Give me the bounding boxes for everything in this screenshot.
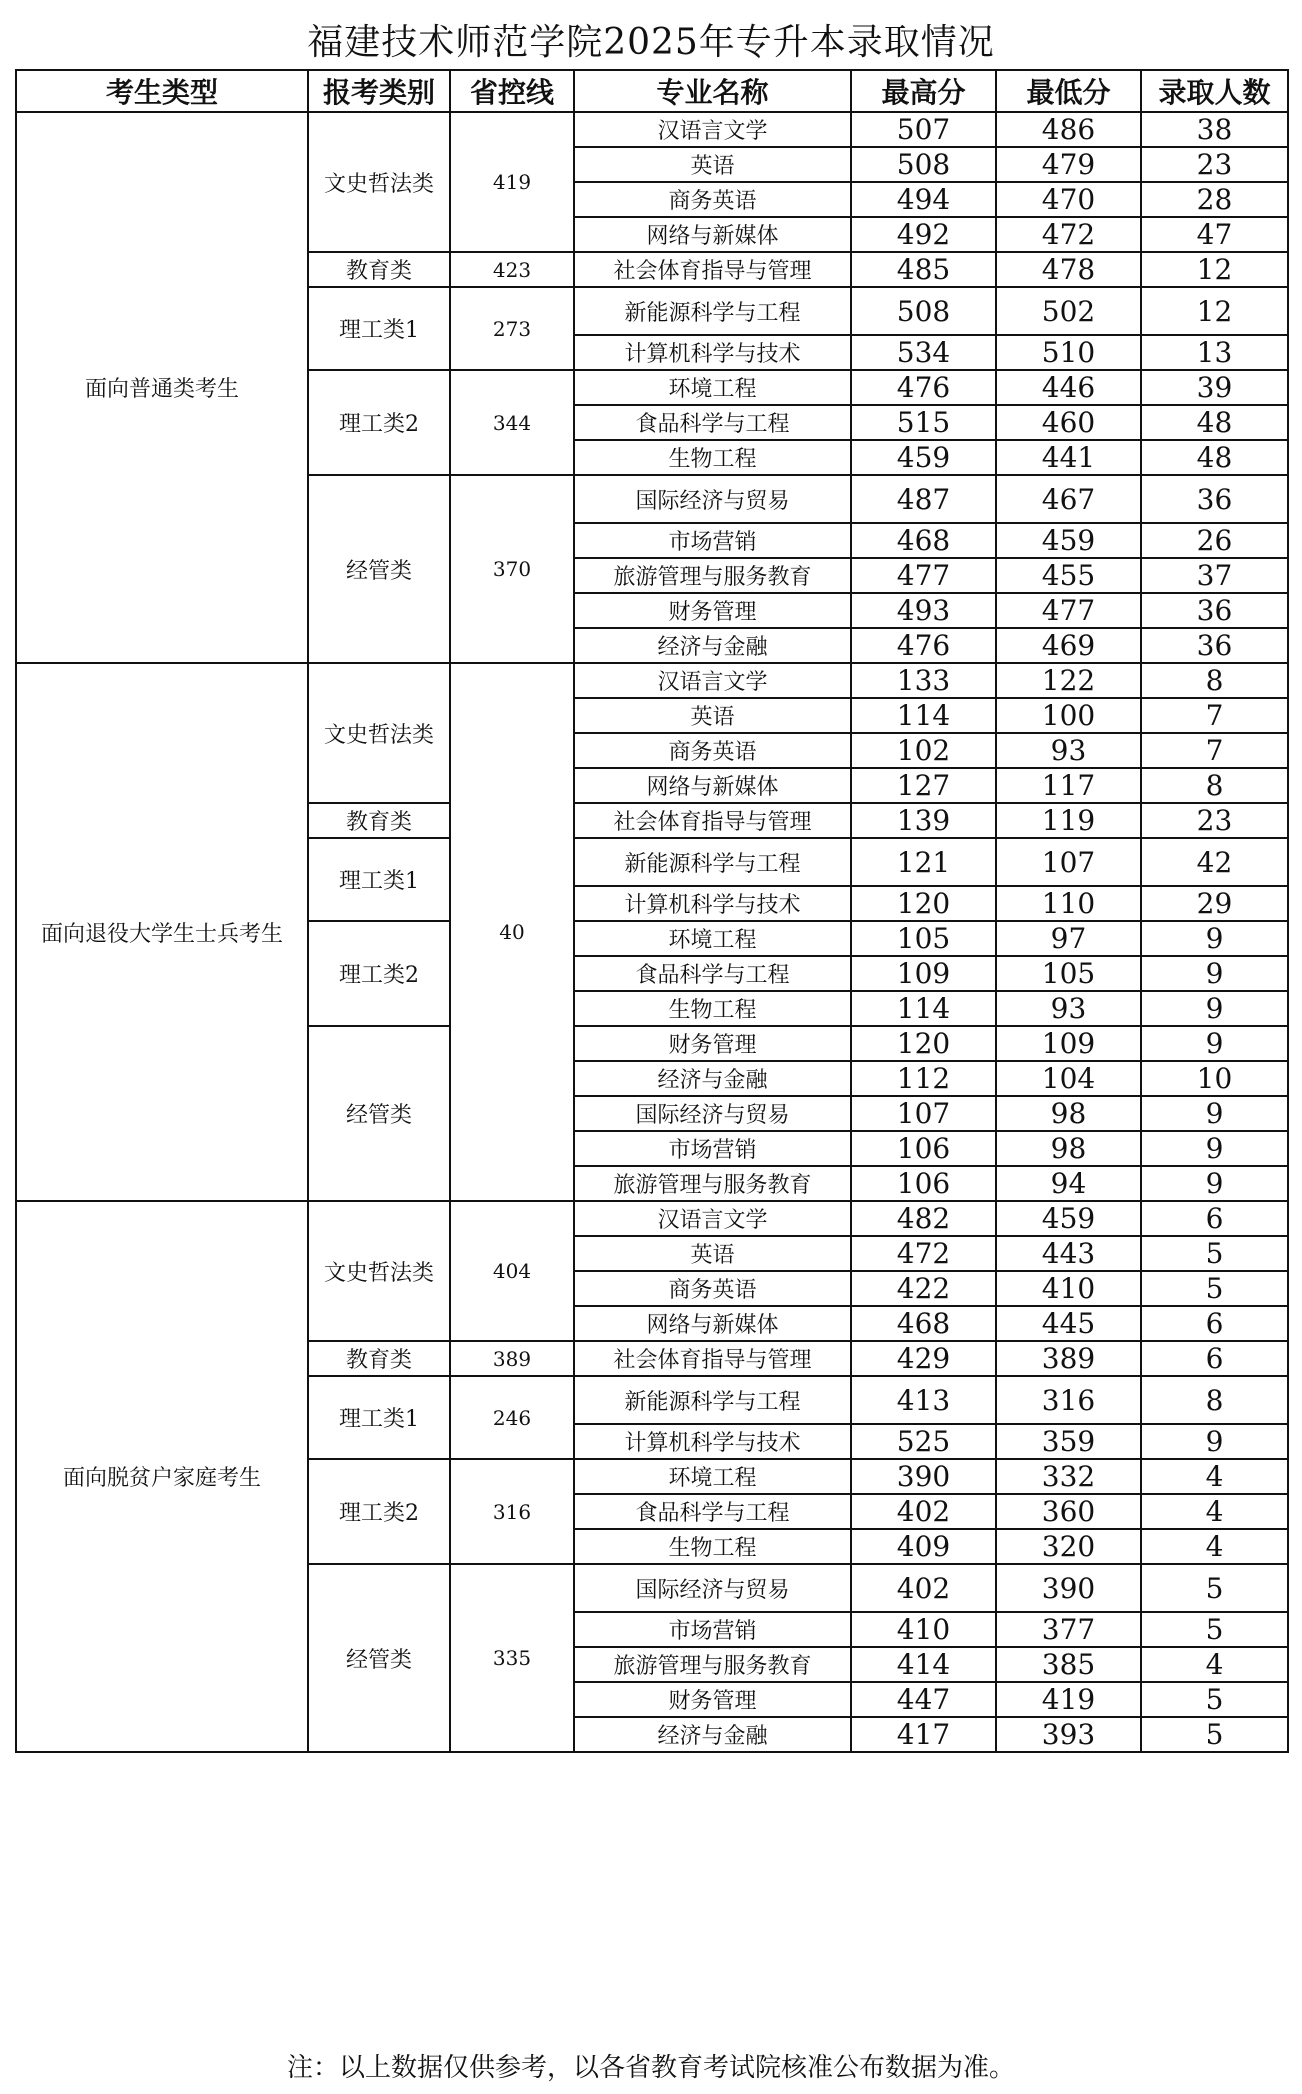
- admitted-count-cell: 5: [1141, 1271, 1288, 1306]
- min-score-cell: 472: [996, 217, 1141, 252]
- max-score-cell: 472: [851, 1236, 996, 1271]
- min-score-cell: 360: [996, 1494, 1141, 1529]
- min-score-cell: 107: [996, 838, 1141, 886]
- admitted-count-cell: 13: [1141, 335, 1288, 370]
- admitted-count-cell: 5: [1141, 1236, 1288, 1271]
- min-score-cell: 410: [996, 1271, 1141, 1306]
- min-score-cell: 459: [996, 523, 1141, 558]
- major-name-cell: 环境工程: [574, 921, 851, 956]
- max-score-cell: 493: [851, 593, 996, 628]
- max-score-cell: 447: [851, 1682, 996, 1717]
- max-score-cell: 476: [851, 370, 996, 405]
- min-score-cell: 389: [996, 1341, 1141, 1376]
- max-score-cell: 109: [851, 956, 996, 991]
- min-score-cell: 117: [996, 768, 1141, 803]
- max-score-cell: 482: [851, 1201, 996, 1236]
- admitted-count-cell: 7: [1141, 733, 1288, 768]
- max-score-cell: 121: [851, 838, 996, 886]
- admitted-count-cell: 8: [1141, 768, 1288, 803]
- table-row: [16, 1201, 1288, 1236]
- min-score-cell: 110: [996, 886, 1141, 921]
- min-score-cell: 94: [996, 1166, 1141, 1201]
- admitted-count-cell: 9: [1141, 1096, 1288, 1131]
- admitted-count-cell: 8: [1141, 1376, 1288, 1424]
- admitted-count-cell: 48: [1141, 440, 1288, 475]
- max-score-cell: 534: [851, 335, 996, 370]
- control-line-cell: 404: [450, 1201, 574, 1341]
- min-score-cell: 93: [996, 991, 1141, 1026]
- admitted-count-cell: 47: [1141, 217, 1288, 252]
- max-score-cell: 402: [851, 1564, 996, 1612]
- major-name-cell: 环境工程: [574, 370, 851, 405]
- major-name-cell: 食品科学与工程: [574, 1494, 851, 1529]
- admitted-count-cell: 36: [1141, 628, 1288, 663]
- table-body: [16, 112, 1288, 1752]
- header-cell: 录取人数: [1141, 70, 1288, 112]
- major-name-cell: 新能源科学与工程: [574, 838, 851, 886]
- max-score-cell: 414: [851, 1647, 996, 1682]
- control-line-cell: 316: [450, 1459, 574, 1564]
- major-name-cell: 网络与新媒体: [574, 768, 851, 803]
- major-name-cell: 财务管理: [574, 1026, 851, 1061]
- category-cell: 教育类: [308, 252, 450, 287]
- min-score-cell: 469: [996, 628, 1141, 663]
- header-row: [16, 70, 1288, 112]
- category-cell: 理工类1: [308, 287, 450, 370]
- admitted-count-cell: 12: [1141, 252, 1288, 287]
- max-score-cell: 485: [851, 252, 996, 287]
- max-score-cell: 107: [851, 1096, 996, 1131]
- major-name-cell: 环境工程: [574, 1459, 851, 1494]
- min-score-cell: 477: [996, 593, 1141, 628]
- table-row: [16, 663, 1288, 698]
- max-score-cell: 477: [851, 558, 996, 593]
- max-score-cell: 390: [851, 1459, 996, 1494]
- max-score-cell: 492: [851, 217, 996, 252]
- admitted-count-cell: 9: [1141, 1026, 1288, 1061]
- min-score-cell: 478: [996, 252, 1141, 287]
- major-name-cell: 新能源科学与工程: [574, 1376, 851, 1424]
- major-name-cell: 新能源科学与工程: [574, 287, 851, 335]
- min-score-cell: 104: [996, 1061, 1141, 1096]
- major-name-cell: 商务英语: [574, 1271, 851, 1306]
- max-score-cell: 508: [851, 147, 996, 182]
- major-name-cell: 计算机科学与技术: [574, 335, 851, 370]
- max-score-cell: 417: [851, 1717, 996, 1752]
- min-score-cell: 100: [996, 698, 1141, 733]
- admitted-count-cell: 9: [1141, 921, 1288, 956]
- admission-table: [15, 69, 1289, 1753]
- admitted-count-cell: 5: [1141, 1717, 1288, 1752]
- category-cell: 理工类2: [308, 1459, 450, 1564]
- admitted-count-cell: 4: [1141, 1647, 1288, 1682]
- header-cell: 专业名称: [574, 70, 851, 112]
- min-score-cell: 97: [996, 921, 1141, 956]
- admitted-count-cell: 37: [1141, 558, 1288, 593]
- candidate-type-cell: 面向普通类考生: [16, 112, 308, 663]
- major-name-cell: 国际经济与贸易: [574, 475, 851, 523]
- max-score-cell: 133: [851, 663, 996, 698]
- min-score-cell: 109: [996, 1026, 1141, 1061]
- control-line-cell: 344: [450, 370, 574, 475]
- major-name-cell: 市场营销: [574, 523, 851, 558]
- major-name-cell: 国际经济与贸易: [574, 1096, 851, 1131]
- category-cell: 文史哲法类: [308, 663, 450, 803]
- category-cell: 经管类: [308, 1026, 450, 1201]
- major-name-cell: 财务管理: [574, 1682, 851, 1717]
- category-cell: 教育类: [308, 1341, 450, 1376]
- min-score-cell: 470: [996, 182, 1141, 217]
- min-score-cell: 455: [996, 558, 1141, 593]
- max-score-cell: 413: [851, 1376, 996, 1424]
- min-score-cell: 359: [996, 1424, 1141, 1459]
- min-score-cell: 502: [996, 287, 1141, 335]
- category-cell: 理工类1: [308, 1376, 450, 1459]
- admitted-count-cell: 5: [1141, 1564, 1288, 1612]
- major-name-cell: 英语: [574, 698, 851, 733]
- major-name-cell: 英语: [574, 147, 851, 182]
- min-score-cell: 446: [996, 370, 1141, 405]
- max-score-cell: 139: [851, 803, 996, 838]
- max-score-cell: 127: [851, 768, 996, 803]
- min-score-cell: 122: [996, 663, 1141, 698]
- admitted-count-cell: 9: [1141, 1131, 1288, 1166]
- max-score-cell: 114: [851, 698, 996, 733]
- major-name-cell: 汉语言文学: [574, 1201, 851, 1236]
- admitted-count-cell: 28: [1141, 182, 1288, 217]
- control-line-cell: 389: [450, 1341, 574, 1376]
- admitted-count-cell: 36: [1141, 475, 1288, 523]
- category-cell: 经管类: [308, 475, 450, 663]
- major-name-cell: 商务英语: [574, 182, 851, 217]
- major-name-cell: 旅游管理与服务教育: [574, 1647, 851, 1682]
- min-score-cell: 320: [996, 1529, 1141, 1564]
- admitted-count-cell: 4: [1141, 1459, 1288, 1494]
- min-score-cell: 467: [996, 475, 1141, 523]
- min-score-cell: 385: [996, 1647, 1141, 1682]
- min-score-cell: 443: [996, 1236, 1141, 1271]
- table-row: [16, 112, 1288, 147]
- admitted-count-cell: 9: [1141, 1424, 1288, 1459]
- category-cell: 理工类2: [308, 921, 450, 1026]
- control-line-cell: 419: [450, 112, 574, 252]
- major-name-cell: 财务管理: [574, 593, 851, 628]
- control-line-cell: 335: [450, 1564, 574, 1752]
- admitted-count-cell: 12: [1141, 287, 1288, 335]
- min-score-cell: 393: [996, 1717, 1141, 1752]
- admitted-count-cell: 9: [1141, 956, 1288, 991]
- category-cell: 理工类2: [308, 370, 450, 475]
- admitted-count-cell: 4: [1141, 1494, 1288, 1529]
- min-score-cell: 98: [996, 1131, 1141, 1166]
- major-name-cell: 国际经济与贸易: [574, 1564, 851, 1612]
- max-score-cell: 120: [851, 1026, 996, 1061]
- min-score-cell: 510: [996, 335, 1141, 370]
- min-score-cell: 459: [996, 1201, 1141, 1236]
- admitted-count-cell: 9: [1141, 1166, 1288, 1201]
- max-score-cell: 429: [851, 1341, 996, 1376]
- header-cell: 最低分: [996, 70, 1141, 112]
- candidate-type-cell: 面向脱贫户家庭考生: [16, 1201, 308, 1752]
- major-name-cell: 生物工程: [574, 440, 851, 475]
- min-score-cell: 93: [996, 733, 1141, 768]
- max-score-cell: 102: [851, 733, 996, 768]
- category-cell: 文史哲法类: [308, 112, 450, 252]
- max-score-cell: 507: [851, 112, 996, 147]
- min-score-cell: 479: [996, 147, 1141, 182]
- major-name-cell: 经济与金融: [574, 628, 851, 663]
- max-score-cell: 476: [851, 628, 996, 663]
- max-score-cell: 494: [851, 182, 996, 217]
- major-name-cell: 计算机科学与技术: [574, 886, 851, 921]
- max-score-cell: 105: [851, 921, 996, 956]
- max-score-cell: 487: [851, 475, 996, 523]
- admitted-count-cell: 48: [1141, 405, 1288, 440]
- min-score-cell: 486: [996, 112, 1141, 147]
- max-score-cell: 410: [851, 1612, 996, 1647]
- max-score-cell: 515: [851, 405, 996, 440]
- admitted-count-cell: 6: [1141, 1201, 1288, 1236]
- major-name-cell: 社会体育指导与管理: [574, 803, 851, 838]
- major-name-cell: 商务英语: [574, 733, 851, 768]
- max-score-cell: 409: [851, 1529, 996, 1564]
- category-cell: 经管类: [308, 1564, 450, 1752]
- admitted-count-cell: 7: [1141, 698, 1288, 733]
- admitted-count-cell: 36: [1141, 593, 1288, 628]
- header-cell: 报考类别: [308, 70, 450, 112]
- admitted-count-cell: 26: [1141, 523, 1288, 558]
- min-score-cell: 98: [996, 1096, 1141, 1131]
- header-cell: 最高分: [851, 70, 996, 112]
- max-score-cell: 402: [851, 1494, 996, 1529]
- control-line-cell: 40: [450, 663, 574, 1201]
- admitted-count-cell: 42: [1141, 838, 1288, 886]
- admitted-count-cell: 10: [1141, 1061, 1288, 1096]
- admitted-count-cell: 39: [1141, 370, 1288, 405]
- major-name-cell: 经济与金融: [574, 1061, 851, 1096]
- major-name-cell: 英语: [574, 1236, 851, 1271]
- max-score-cell: 120: [851, 886, 996, 921]
- min-score-cell: 119: [996, 803, 1141, 838]
- major-name-cell: 汉语言文学: [574, 663, 851, 698]
- major-name-cell: 计算机科学与技术: [574, 1424, 851, 1459]
- admitted-count-cell: 5: [1141, 1612, 1288, 1647]
- header-cell: 省控线: [450, 70, 574, 112]
- admitted-count-cell: 29: [1141, 886, 1288, 921]
- major-name-cell: 旅游管理与服务教育: [574, 1166, 851, 1201]
- major-name-cell: 生物工程: [574, 1529, 851, 1564]
- min-score-cell: 316: [996, 1376, 1141, 1424]
- min-score-cell: 377: [996, 1612, 1141, 1647]
- min-score-cell: 460: [996, 405, 1141, 440]
- max-score-cell: 422: [851, 1271, 996, 1306]
- admitted-count-cell: 4: [1141, 1529, 1288, 1564]
- major-name-cell: 汉语言文学: [574, 112, 851, 147]
- major-name-cell: 食品科学与工程: [574, 956, 851, 991]
- major-name-cell: 生物工程: [574, 991, 851, 1026]
- major-name-cell: 市场营销: [574, 1131, 851, 1166]
- control-line-cell: 423: [450, 252, 574, 287]
- admitted-count-cell: 23: [1141, 147, 1288, 182]
- admitted-count-cell: 5: [1141, 1682, 1288, 1717]
- admitted-count-cell: 6: [1141, 1341, 1288, 1376]
- min-score-cell: 105: [996, 956, 1141, 991]
- control-line-cell: 273: [450, 287, 574, 370]
- max-score-cell: 508: [851, 287, 996, 335]
- control-line-cell: 370: [450, 475, 574, 663]
- major-name-cell: 市场营销: [574, 1612, 851, 1647]
- admitted-count-cell: 9: [1141, 991, 1288, 1026]
- category-cell: 理工类1: [308, 838, 450, 921]
- min-score-cell: 441: [996, 440, 1141, 475]
- max-score-cell: 459: [851, 440, 996, 475]
- header-cell: 考生类型: [16, 70, 308, 112]
- major-name-cell: 经济与金融: [574, 1717, 851, 1752]
- major-name-cell: 网络与新媒体: [574, 217, 851, 252]
- major-name-cell: 网络与新媒体: [574, 1306, 851, 1341]
- control-line-cell: 246: [450, 1376, 574, 1459]
- max-score-cell: 468: [851, 523, 996, 558]
- category-cell: 文史哲法类: [308, 1201, 450, 1341]
- admitted-count-cell: 6: [1141, 1306, 1288, 1341]
- min-score-cell: 390: [996, 1564, 1141, 1612]
- page-title: 福建技术师范学院2025年专升本录取情况: [307, 22, 995, 63]
- max-score-cell: 525: [851, 1424, 996, 1459]
- max-score-cell: 106: [851, 1166, 996, 1201]
- major-name-cell: 食品科学与工程: [574, 405, 851, 440]
- admitted-count-cell: 23: [1141, 803, 1288, 838]
- category-cell: 教育类: [308, 803, 450, 838]
- max-score-cell: 106: [851, 1131, 996, 1166]
- max-score-cell: 112: [851, 1061, 996, 1096]
- major-name-cell: 旅游管理与服务教育: [574, 558, 851, 593]
- major-name-cell: 社会体育指导与管理: [574, 252, 851, 287]
- max-score-cell: 114: [851, 991, 996, 1026]
- footnote: 注：以上数据仅供参考，以各省教育考试院核准公布数据为准。: [286, 2053, 1015, 2083]
- admitted-count-cell: 8: [1141, 663, 1288, 698]
- major-name-cell: 社会体育指导与管理: [574, 1341, 851, 1376]
- candidate-type-cell: 面向退役大学生士兵考生: [16, 663, 308, 1201]
- max-score-cell: 468: [851, 1306, 996, 1341]
- admitted-count-cell: 38: [1141, 112, 1288, 147]
- min-score-cell: 445: [996, 1306, 1141, 1341]
- min-score-cell: 332: [996, 1459, 1141, 1494]
- min-score-cell: 419: [996, 1682, 1141, 1717]
